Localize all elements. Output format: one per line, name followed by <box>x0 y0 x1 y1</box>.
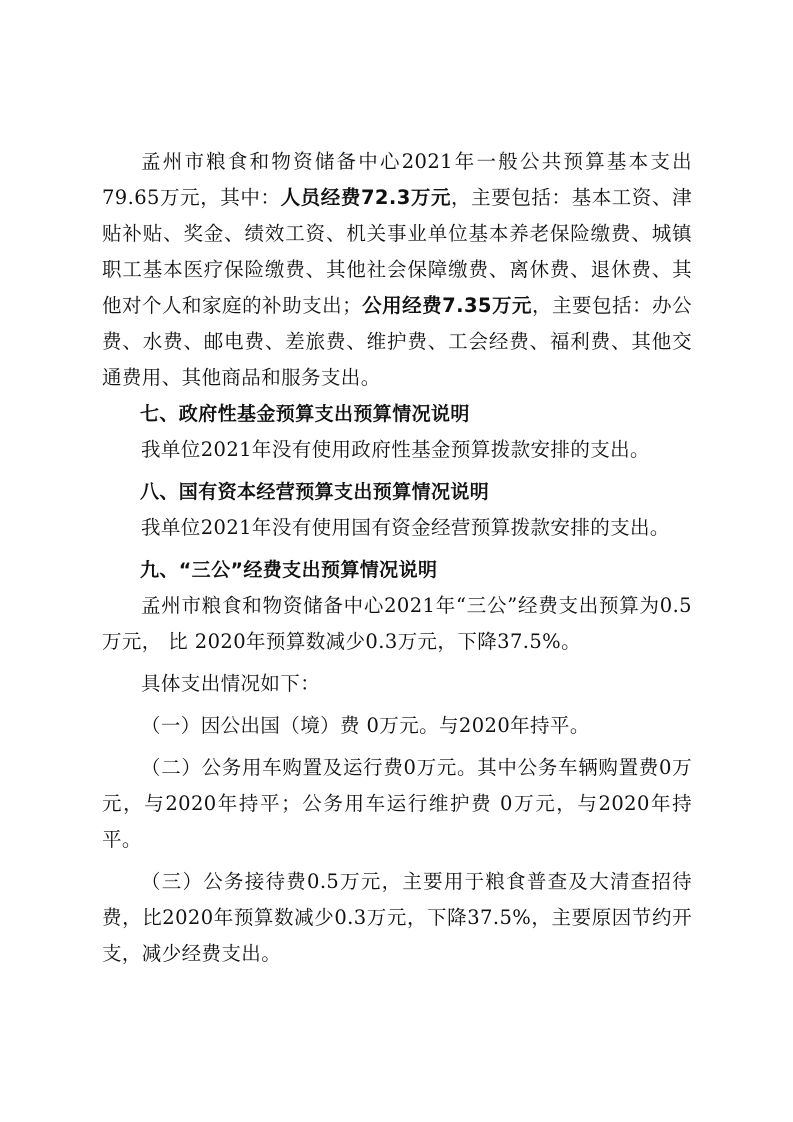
paragraph-section-8: 我单位2021年没有使用国有资金经营预算拨款安排的支出。 <box>141 516 670 539</box>
item-official-reception: （三）公务接待费0.5万元，主要用于粮食普查及大清查招待费，比2020年预算数减少0.3万元，下降37.5%，主要原因节约开支，减少经费支出。 <box>102 870 692 965</box>
paragraph-section-7: 我单位2021年没有使用政府性基金预算拨款安排的支出。 <box>141 438 650 461</box>
item-overseas-travel: （一）因公出国（境）费 0万元。与2020年持平。 <box>141 714 590 737</box>
paragraph-details-intro: 具体支出情况如下： <box>141 672 321 695</box>
document-body <box>102 144 692 972</box>
text-segment: ，主要包括：办公费、水费、邮电费、差旅费、维护费、工会经费、福利费、其他交通费用、其他商品和服务支出。 <box>102 294 693 389</box>
personnel-funds-bold: 人员经费72.3万元 <box>280 186 452 209</box>
heading-section-8: 八、国有资本经营预算支出预算情况说明 <box>140 481 490 503</box>
heading-section-7: 七、政府性基金预算支出预算情况说明 <box>140 403 470 425</box>
heading-section-9: 九、“三公”经费支出预算情况说明 <box>140 559 438 581</box>
item-official-vehicles: （二）公务用车购置及运行费0万元。其中公务车辆购置费0万元，与2020年持平；公务用车运行维护费 0万元，与2020年持平。 <box>102 756 692 851</box>
paragraph-section-9: 孟州市粮食和物资储备中心2021年“三公”经费支出预算为0.5万元， 比 2020年预算数减少0.3万元，下降37.5%。 <box>102 594 692 653</box>
text-segment: 孟州市粮食和物资储备中心2021年一般公共预算基本支出79.65万元，其中： <box>102 150 692 209</box>
paragraph-basic-expenditure <box>102 144 692 396</box>
text-segment: ，主要包括：基本工资、津贴补贴、奖金、绩效工资、机关事业单位基本养老保险缴费、城镇职工基本医疗保险缴费、其他社会保障缴费、离休费、退休费、其他对个人和家庭的补助支出； <box>102 186 692 317</box>
public-funds-bold: 公用经费7.35万元 <box>362 294 533 317</box>
